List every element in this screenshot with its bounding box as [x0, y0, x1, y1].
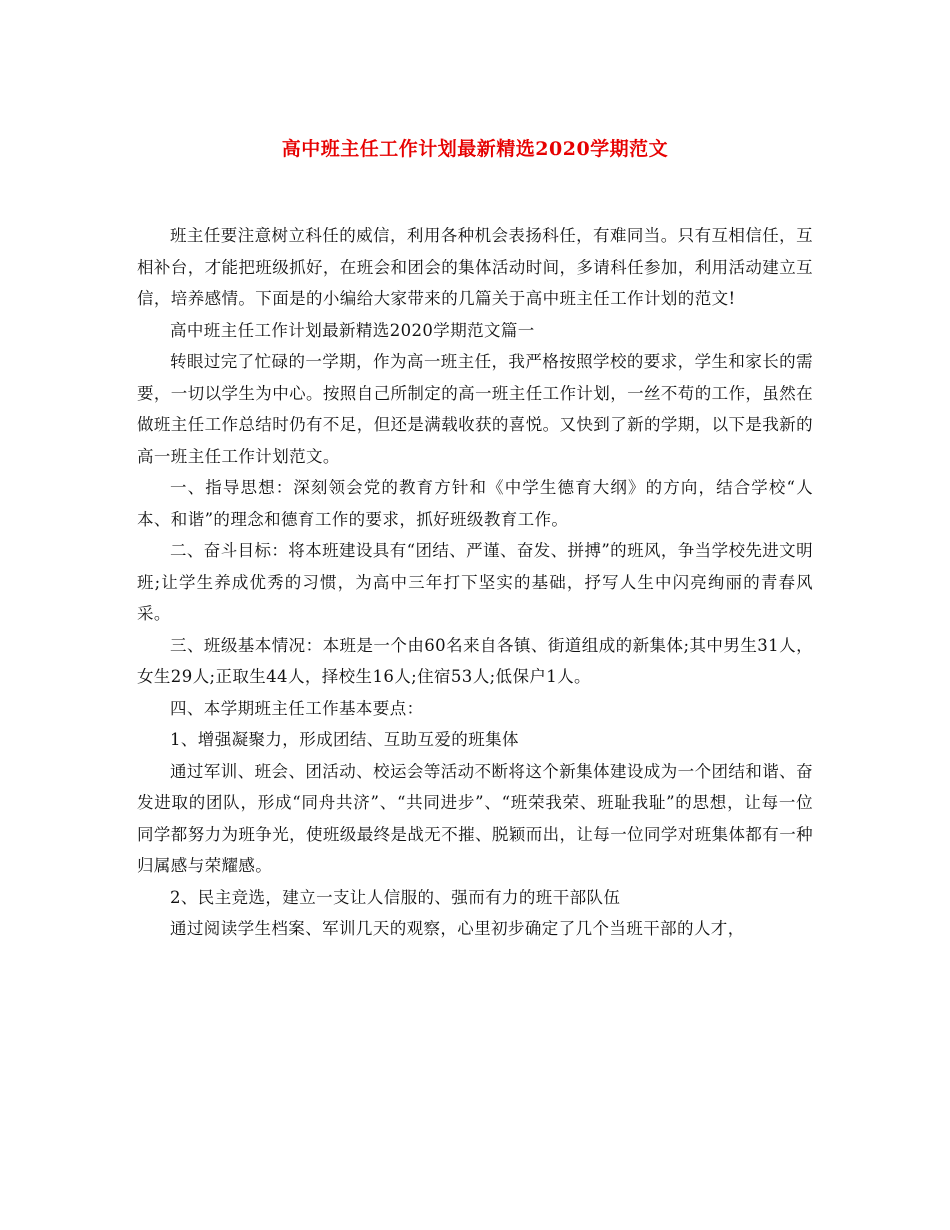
paragraph-goals: 二、奋斗目标：将本班建设具有“团结、严谨、奋发、拼搏”的班风，争当学校先进文明班;让学生养成优秀的习惯，为高中三年打下坚实的基础，抒写人生中闪亮绚丽的青春风采。 [137, 541, 813, 623]
paragraph-intro: 班主任要注意树立科任的威信，利用各种机会表扬科任，有难同当。只有互相信任，互相补台，才能把班级抓好，在班会和团会的集体活动时间，多请科任参加，利用活动建立互信，培养感情。下面是的小编给大家带来的几篇关于高中班主任工作计划的范文! [137, 226, 813, 308]
paragraph-key-points: 四、本学期班主任工作基本要点： [170, 698, 424, 718]
paragraph-point-1: 1、增强凝聚力，形成团结、互助互爱的班集体 [170, 730, 519, 749]
paragraph-point-2-detail: 通过阅读学生档案、军训几天的观察，心里初步确定了几个当班干部的人才， [170, 919, 745, 938]
paragraph-point-1-detail: 通过军训、班会、团活动、校运会等活动不断将这个新集体建设成为一个团结和谐、奋发进取的团队，形成“同舟共济”、“共同进步”、“班荣我荣、班耻我耻”的思想，让每一位同学都努力为班争光，使班级最终是战无不摧、脱颖而出，让每一位同学对班集体都有一种归属感与荣耀感。 [137, 761, 813, 875]
document-body [137, 220, 813, 945]
document-title: 高中班主任工作计划最新精选2020学期范文 [281, 138, 669, 160]
paragraph-section-heading: 高中班主任工作计划最新精选2020学期范文篇一 [170, 320, 535, 340]
paragraph-point-2: 2、民主竞选，建立一支让人信服的、强而有力的班干部队伍 [170, 887, 621, 907]
paragraph-overview: 转眼过完了忙碌的一学期，作为高一班主任，我严格按照学校的要求，学生和家长的需要，一切以学生为中心。按照自己所制定的高一班主任工作计划，一丝不苟的工作，虽然在做班主任工作总结时仍有不足，但还是满载收获的喜悦。又快到了新的学期，以下是我新的高一班主任工作计划范文。 [137, 352, 813, 466]
paragraph-class-info: 三、班级基本情况：本班是一个由60名来自各镇、街道组成的新集体;其中男生31人，女生29人;正取生44人，择校生16人;住宿53人;低保户1人。 [137, 635, 813, 686]
paragraph-guiding-ideology: 一、指导思想：深刻领会党的教育方针和《中学生德育大纲》的方向，结合学校“人本、和谐”的理念和德育工作的要求，抓好班级教育工作。 [137, 478, 813, 529]
